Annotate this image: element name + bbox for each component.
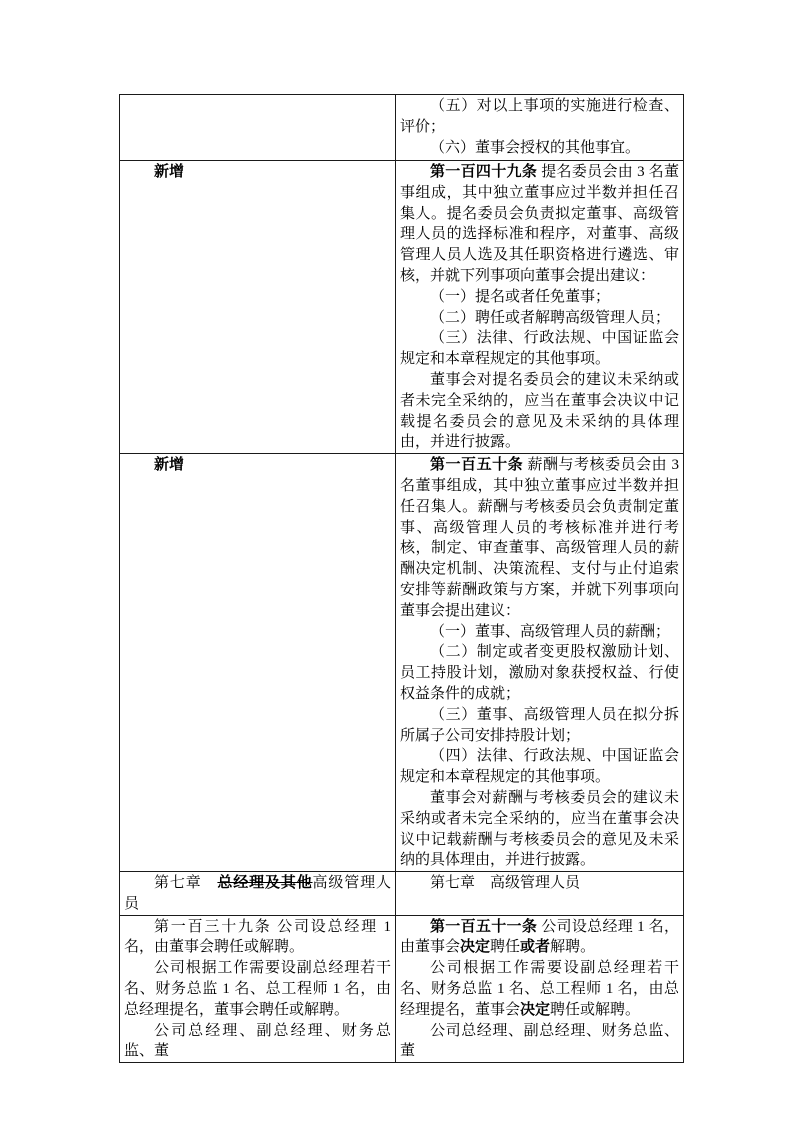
table-row xyxy=(120,161,684,454)
text-run: 公司根据工作需要设副总经理若干名、财务总监 1 名、总工程师 1 名，由总经理提名，董事会 xyxy=(400,960,679,1018)
paragraph xyxy=(124,873,391,915)
cell-revised-text xyxy=(396,95,684,161)
text-run: （五）对以上事项的实施进行检查、评价； xyxy=(400,98,679,135)
text-run: （三）法律、行政法规、中国证监会规定和本章程规定的其他事项。 xyxy=(400,330,679,368)
table-row xyxy=(120,95,684,161)
paragraph xyxy=(124,1021,391,1063)
text-run: （一）董事、高级管理人员的薪酬； xyxy=(430,623,671,640)
text-run: 第七章 xyxy=(154,875,218,892)
paragraph xyxy=(400,138,679,159)
text-run: 解聘。 xyxy=(550,939,596,956)
text-run: （二）聘任或者解聘高级管理人员； xyxy=(430,309,671,326)
paragraph xyxy=(400,308,679,329)
text-run: 第一百三十九条 公司设总经理 1 名，由董事会聘任或解聘。 xyxy=(124,918,391,956)
text-run: （一）提名或者任免董事； xyxy=(430,288,611,305)
text-run: 第一百五十条 xyxy=(430,457,524,474)
text-run: 公司根据工作需要设副总经理若干名、财务总监 1 名、总工程师 1 名，由总经理提名，董事会聘任或解聘。 xyxy=(124,960,391,1018)
text-run: 公司总经理、副总经理、财务总监、董 xyxy=(124,1022,391,1060)
table-row xyxy=(120,454,684,872)
cell-original-text xyxy=(120,454,396,872)
cell-revised-text xyxy=(396,161,684,454)
table-row xyxy=(120,915,684,1063)
text-run: 聘任或解聘。 xyxy=(550,1001,641,1018)
paragraph xyxy=(400,917,679,959)
paragraph xyxy=(400,705,679,747)
cell-original-text xyxy=(120,872,396,916)
text-run: 第一百五十一条 xyxy=(430,918,538,935)
paragraph xyxy=(400,788,679,871)
paragraph xyxy=(400,642,679,704)
text-run: 新增 xyxy=(154,164,185,180)
paragraph xyxy=(400,328,679,370)
text-run: 第一百四十九条 xyxy=(430,164,538,180)
paragraph xyxy=(400,1021,679,1063)
text-run: （二）制定或者变更股权激励计划、员工持股计划，激励对象获授权益、行使权益条件的成就； xyxy=(400,644,679,702)
paragraph xyxy=(124,917,391,959)
paragraph xyxy=(124,455,391,476)
text-run: 董事会对薪酬与考核委员会的建议未采纳或者未完全采纳的，应当在董事会决议中记载薪酬与考核委员会的意见及未采纳的具体理由，并进行披露。 xyxy=(400,789,679,869)
paragraph xyxy=(400,958,679,1020)
paragraph xyxy=(400,455,679,621)
paragraph xyxy=(400,96,679,138)
text-run: 或者 xyxy=(520,939,551,956)
text-run: （六）董事会授权的其他事宜。 xyxy=(430,139,641,156)
cell-revised-text xyxy=(396,915,684,1063)
text-run: 聘任 xyxy=(490,939,521,956)
text-run: 公司总经理、副总经理、财务总监、董 xyxy=(400,1022,679,1060)
text-run: 总经理及其他 xyxy=(217,875,313,892)
comparison-table-body xyxy=(120,95,684,1063)
paragraph xyxy=(124,958,391,1020)
paragraph xyxy=(400,162,679,287)
text-run: 提名委员会由 3 名董事组成，其中独立董事应过半数并担任召集人。提名委员会负责拟定董事、高级管理人员的选择标准和程序，对董事、高级管理人员人选及其任职资格进行遴选、审核，并就下列事项向董事会提出建议： xyxy=(400,164,679,284)
cell-revised-text xyxy=(396,872,684,916)
text-run: 公司设总经理 1 名，由董事会 xyxy=(400,918,679,956)
cell-revised-text xyxy=(396,454,684,872)
text-run: （三）董事、高级管理人员在拟分拆所属子公司安排持股计划； xyxy=(400,706,679,744)
table-row xyxy=(120,872,684,916)
text-run: 决定 xyxy=(520,1001,551,1018)
text-run: （四）法律、行政法规、中国证监会规定和本章程规定的其他事项。 xyxy=(400,748,679,786)
text-run: 决定 xyxy=(460,939,491,956)
cell-original-text xyxy=(120,161,396,454)
text-run: 薪酬与考核委员会由 3 名董事组成，其中独立董事应过半数并担任召集人。薪酬与考核委员会负责制定董事、高级管理人员的考核标准并进行考核，制定、审查董事、高级管理人员的薪酬决定机制、决策流程、支付与止付追索安排等薪酬政策与方案，并就下列事项向董事会提出建议： xyxy=(400,457,679,619)
comparison-table xyxy=(119,94,684,1063)
paragraph xyxy=(400,873,679,894)
text-run: 新增 xyxy=(154,457,185,474)
paragraph xyxy=(400,622,679,643)
paragraph xyxy=(400,287,679,308)
paragraph xyxy=(400,746,679,788)
cell-original-text xyxy=(120,915,396,1063)
text-run: 董事会对提名委员会的建议未采纳或者未完全采纳的，应当在董事会决议中记载提名委员会的意见及未采纳的具体理由，并进行披露。 xyxy=(400,371,679,451)
cell-original-text xyxy=(120,95,396,161)
text-run: 第七章 高级管理人员 xyxy=(430,875,581,892)
paragraph xyxy=(400,370,679,453)
paragraph xyxy=(124,162,391,183)
text-run: 高级管理人员 xyxy=(124,875,391,912)
